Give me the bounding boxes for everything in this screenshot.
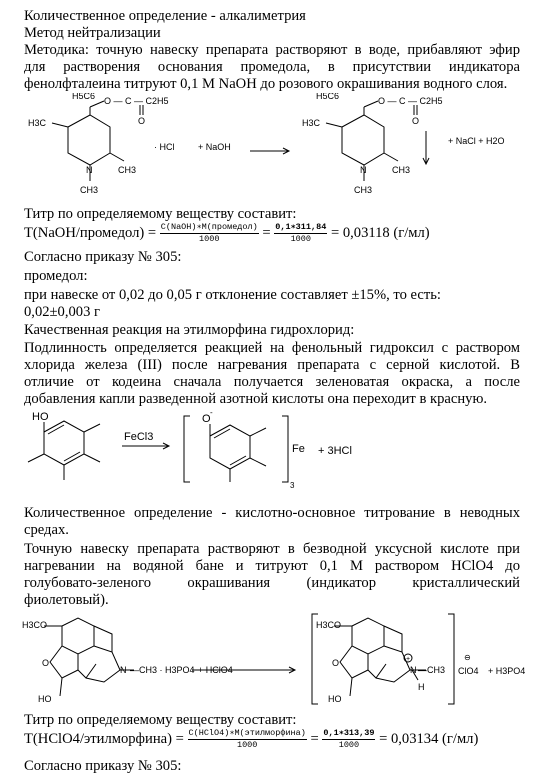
promedol-label: промедол: xyxy=(24,268,88,284)
hcl-product-label: + 3HCl xyxy=(318,445,352,457)
ho-left-label: HO xyxy=(38,694,52,704)
auth-row: добавления капли разведенной азотной кислоты она переходит в красную. xyxy=(24,391,487,407)
titr2-num2: 0,1∗313,39 xyxy=(323,728,375,738)
o-bridge-right-label: O xyxy=(332,658,340,668)
auth-row: отличие от кодеина сначала получается зеленоватая окраска, а после xyxy=(24,374,520,390)
titr1-eq: = xyxy=(262,224,271,241)
titr1-num1: C(NaOH)∗M(промедол) xyxy=(160,222,258,232)
plus-charge: + xyxy=(406,656,411,663)
procedure2-row: фиолетовый). xyxy=(24,592,109,608)
procedure-row: для растворения основания промедола, в присутствии индикатора xyxy=(24,59,520,75)
nch3-left-label: CH3 xyxy=(80,185,99,195)
n-left-label: N xyxy=(86,165,93,175)
ho-right-label: HO xyxy=(328,694,342,704)
method-title: Метод нейтрализации xyxy=(24,25,161,41)
titr2-num1: C(HClO4)∗M(этилморфина) xyxy=(188,728,306,738)
ch3-left-label: CH3 xyxy=(118,165,137,175)
procedure2-paragraph xyxy=(24,541,520,609)
ho-label: HO xyxy=(32,411,49,423)
authenticity-paragraph xyxy=(24,340,520,408)
deviation-value: 0,02±0,003 г xyxy=(24,304,101,320)
titr2-den1: 1000 xyxy=(236,740,258,750)
titr1-den2: 1000 xyxy=(290,234,311,244)
titr1-fraction-symbolic xyxy=(160,222,259,245)
heading-alkalimetry: Количественное определение - алкалиметрия xyxy=(24,8,306,24)
n-right-label: N xyxy=(360,165,367,175)
procedure-paragraph xyxy=(24,42,520,93)
ch3-h3po4-label: —CH3 · H3PO4 xyxy=(130,665,195,675)
titr-intro-2: Титр по определяемому веществу составит: xyxy=(24,712,297,728)
naoh-label: + NaOH xyxy=(198,142,231,152)
order-305-2: Согласно приказу № 305: xyxy=(24,758,182,774)
auth-row: Подлинность определяется реакцией на фенольный гидроксил с раствором xyxy=(24,340,520,356)
ch3-right-label: CH3 xyxy=(392,165,411,175)
titr1-fraction-numeric xyxy=(274,222,327,245)
nonaqueous-heading xyxy=(24,505,520,539)
clo4-label: ClO4 xyxy=(458,666,479,676)
procedure2-row: Точную навеску препарата растворяют в безводной уксусной кислоте при xyxy=(24,541,520,557)
titr-formula-1 xyxy=(24,222,430,245)
promedol-reaction-scheme xyxy=(0,93,538,203)
procedure2-row: нагревании на водяной бане и титруют 0,1 М раствором HClO4 до xyxy=(24,558,520,574)
n-right-label: N xyxy=(410,665,417,675)
titr-intro-1: Титр по определяемому веществу составит: xyxy=(24,206,297,222)
titr2-lhs: T(HClO4/этилморфина) = xyxy=(24,730,184,747)
titr2-result: = 0,03134 (г/мл) xyxy=(379,730,479,747)
clo4-charge: ⊖ xyxy=(464,653,471,662)
h-right-label: H xyxy=(418,682,425,692)
ch3-right-label: —CH3 xyxy=(418,665,446,675)
titr2-den2: 1000 xyxy=(338,740,360,750)
n-left-label: N xyxy=(120,665,127,675)
titr-formula-2 xyxy=(24,728,478,751)
h5c6-right-label: H5C6 xyxy=(316,93,340,101)
ester-right-label: O — C — C2H5 xyxy=(378,96,443,106)
h3co-right-label: H3CO xyxy=(316,620,342,630)
ethylmorphine-reaction-scheme xyxy=(0,608,538,710)
carbonyl-o-left-label: O xyxy=(138,116,146,126)
fecl3-label: FeCl3 xyxy=(124,431,154,443)
h3po4-product-label: + H3PO4 xyxy=(488,666,526,676)
nch3-right-label: CH3 xyxy=(354,185,373,195)
ester-left-label: O — C — C2H5 xyxy=(104,96,169,106)
h3c-right-label: H3C xyxy=(302,118,321,128)
o-bridge-left-label: O xyxy=(42,658,50,668)
titr1-num2: 0,1∗311,84 xyxy=(275,222,327,232)
carbonyl-o-right-label: O xyxy=(412,116,420,126)
titr2-fraction-numeric xyxy=(322,728,375,751)
fe-label: Fe xyxy=(292,443,305,455)
minus-charge: - xyxy=(210,410,213,417)
procedure-row: Методика: точную навеску препарата растворяют в воде, прибавляют эфир xyxy=(24,42,520,58)
subscript-3: 3 xyxy=(290,481,295,490)
titr1-den1: 1000 xyxy=(199,234,220,244)
titr2-eq: = xyxy=(310,730,319,747)
h5c6-left-label: H5C6 xyxy=(72,93,96,101)
heading-qualitative: Качественная реакция на этилморфина гидрохлорид: xyxy=(24,322,355,338)
hcl-label: · HCl xyxy=(154,142,175,152)
order-305-1: Согласно приказу № 305: xyxy=(24,249,182,265)
h3c-left-label: H3C xyxy=(28,118,47,128)
procedure-row: фенолфталеина титруют 0,1 М NaOH до розового окрашивания водного слоя. xyxy=(24,76,508,92)
procedure2-row: голубовато-зеленого окрашивания (индикатор кристаллический xyxy=(24,575,520,591)
heading3-row: Количественное определение - кислотно-основное титрование в неводных xyxy=(24,505,520,521)
nacl-h2o-label: + NaCl + H2O xyxy=(448,136,505,146)
auth-row: хлорида железа (III) после нагревания препарата с серной кислотой. В xyxy=(24,357,520,373)
h3co-left-label: H3CO xyxy=(22,620,48,630)
titr2-fraction-symbolic xyxy=(188,728,307,751)
heading3-row: средах. xyxy=(24,522,69,538)
deviation-text: при навеске от 0,02 до 0,05 г отклонение составляет ±15%, то есть: xyxy=(24,287,441,303)
hclo4-label: + HClO4 xyxy=(198,665,233,675)
o-minus-label: O xyxy=(202,413,211,425)
titr1-lhs: T(NaOH/промедол) = xyxy=(24,224,157,241)
titr1-result: = 0,03118 (г/мл) xyxy=(330,224,430,241)
fecl3-reaction-scheme xyxy=(0,410,538,496)
